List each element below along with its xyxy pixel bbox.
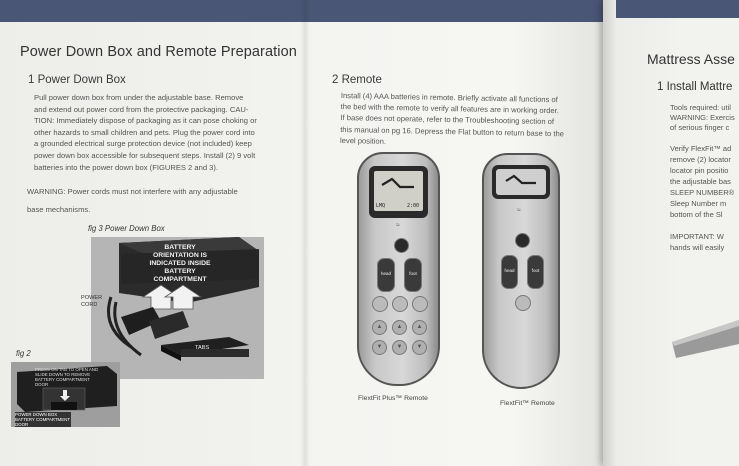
- book-spine: [300, 0, 310, 466]
- up-arrow-button-1[interactable]: ▲: [372, 320, 387, 335]
- power-button[interactable]: [394, 238, 409, 253]
- head-button-label: head: [380, 271, 391, 276]
- text-line: base mechanisms.: [27, 205, 91, 214]
- flexfit-plus-remote: [357, 152, 440, 386]
- text-line: a grounded electrical surge protection device (not included) keep: [34, 139, 252, 149]
- text-line: TION: Immediately dispose of packaging as it can pose choking or: [34, 116, 257, 126]
- logo-icon: ≈: [396, 222, 400, 229]
- logo-icon: ≈: [517, 207, 521, 214]
- figure-power-down-box: [81, 237, 264, 379]
- remote-screen: [374, 171, 423, 211]
- flexfit-plus-remote-label: FlextFit Plus™ Remote: [358, 395, 428, 402]
- section-heading-power-down-box: 1 Power Down Box: [28, 74, 126, 86]
- power-button[interactable]: [515, 233, 530, 248]
- power-down-box-instructions: [34, 92, 304, 173]
- fig2-caption: fig 2: [16, 349, 31, 358]
- preset-button-1[interactable]: [372, 296, 388, 312]
- power-cord-label: POWER CORD: [81, 295, 103, 308]
- text-line: and extend out power cord from the protective packaging. CAU-: [34, 104, 249, 114]
- text-line: of serious finger c: [670, 123, 730, 132]
- text-line: Install (4) AAA batteries in remote. Briefly activate all functions of: [340, 90, 558, 105]
- foot-button-label: foot: [409, 271, 417, 276]
- text-line: Verify FlexFit™ ad: [670, 144, 732, 153]
- text-line: power down box accessible for subsequent steps. Install (2) 9 volt: [34, 150, 256, 160]
- text-line: WARNING: Exercis: [670, 113, 735, 122]
- text-line: If base does not operate, refer to the Troubleshooting section of: [340, 113, 555, 127]
- foot-button[interactable]: [527, 255, 544, 289]
- fig3-caption: fig 3 Power Down Box: [88, 224, 165, 233]
- fig2-instruction-label: PRESS ON TAB TO OPEN AND SLIDE DOWN TO REMOVE BATTERY COMPARTMENT DOOR: [35, 367, 99, 387]
- preset-button-2[interactable]: [392, 296, 408, 312]
- text-line: this manual on pg 16. Depress the Flat button to return base to the: [340, 124, 565, 138]
- remote-top-panel: [492, 165, 550, 199]
- down-arrow-button-3[interactable]: ▼: [412, 340, 427, 355]
- foot-button-label: foot: [531, 268, 540, 273]
- preset-button[interactable]: [515, 295, 531, 311]
- head-button[interactable]: [377, 258, 395, 292]
- flexfit-remote-label: FlextFit™ Remote: [500, 400, 555, 407]
- flat-button[interactable]: [496, 169, 546, 195]
- text-line: SLEEP NUMBER®: [670, 188, 735, 197]
- text-line: level position.: [339, 135, 387, 146]
- text-line: other hazards to small children and pets. Plug the power cord into: [34, 127, 255, 137]
- text-line: the adjustable bas: [670, 177, 731, 186]
- text-line: Pull power down box from under the adjustable base. Remove: [34, 93, 244, 102]
- text-line: hands will easily: [670, 243, 725, 252]
- text-line: locator pin positio: [670, 166, 729, 175]
- text-line: remove (2) locator: [670, 155, 731, 164]
- warning-text: [27, 183, 297, 219]
- header-bar-right: [616, 0, 739, 18]
- battery-orientation-label: BATTERY ORIENTATION IS INDICATED INSIDE BATTERY COMPARTMENT: [149, 244, 211, 283]
- text-line: WARNING: Power cords must not interfere with any adjustable: [27, 187, 238, 196]
- mattress-illustration: [668, 316, 739, 360]
- figure-battery-door: [11, 362, 120, 427]
- page-title: Power Down Box and Remote Preparation: [20, 44, 297, 60]
- foot-button[interactable]: [404, 258, 422, 292]
- text-line: Tools required: util: [670, 103, 731, 112]
- flat-bed-icon: [496, 169, 546, 195]
- head-button[interactable]: [501, 255, 518, 289]
- down-arrow-button-2[interactable]: ▼: [392, 340, 407, 355]
- text-line: IMPORTANT: W: [670, 232, 724, 241]
- screen-mode-text: LMQ: [376, 203, 386, 209]
- battery-door-label: POWER DOWN BOX BATTERY COMPARTMENT DOOR: [15, 412, 70, 427]
- remote-instructions: [340, 90, 596, 151]
- text-line: batteries into the power down box (FIGURES 2 and 3).: [34, 162, 219, 172]
- remote-screen-bezel: [369, 166, 428, 218]
- mattress-shape: [668, 316, 739, 360]
- right-page-heading: 1 Install Mattre: [657, 81, 733, 93]
- up-arrow-button-3[interactable]: ▲: [412, 320, 427, 335]
- head-button-label: head: [504, 268, 515, 273]
- right-page-title: Mattress Asse: [647, 51, 735, 67]
- screen-time-text: 2:00: [406, 203, 419, 209]
- text-line: the bed with the remote to verify all features are in working order.: [340, 102, 559, 116]
- text-line: bottom of the Sl: [670, 210, 723, 219]
- tabs-label: TABS: [195, 345, 210, 351]
- flexfit-remote: [482, 153, 560, 389]
- bed-position-icon: [374, 171, 423, 199]
- up-arrow-button-2[interactable]: ▲: [392, 320, 407, 335]
- down-arrow-button-1[interactable]: ▼: [372, 340, 387, 355]
- text-line: Sleep Number m: [670, 199, 727, 208]
- section-heading-remote: 2 Remote: [332, 74, 382, 86]
- preset-button-3[interactable]: [412, 296, 428, 312]
